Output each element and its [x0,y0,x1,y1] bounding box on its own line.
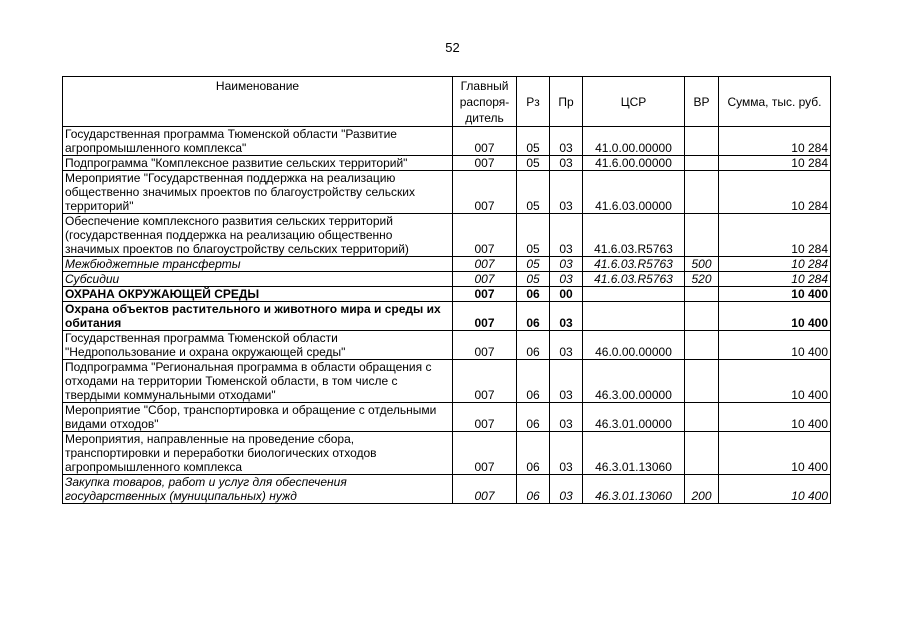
cell-glavny: 007 [453,257,517,272]
cell-pr: 03 [550,475,583,504]
table-row [63,302,831,331]
cell-name: Подпрограмма "Комплексное развитие сельских территорий" [63,156,453,171]
cell-pr: 03 [550,171,583,214]
cell-glavny: 007 [453,403,517,432]
cell-rz: 06 [517,432,550,475]
cell-pr: 00 [550,287,583,302]
table-row [63,360,831,403]
table-row [63,272,831,287]
cell-summa: 10 400 [719,475,831,504]
table-row [63,432,831,475]
table-row [63,127,831,156]
cell-glavny: 007 [453,214,517,257]
cell-rz: 06 [517,287,550,302]
cell-vr: 500 [685,257,719,272]
cell-csr [583,287,685,302]
cell-csr: 46.3.00.00000 [583,360,685,403]
table-row [63,171,831,214]
table-row [63,287,831,302]
cell-glavny: 007 [453,360,517,403]
table-row [63,331,831,360]
cell-vr [685,331,719,360]
header-vr: ВР [685,77,719,127]
cell-csr: 41.6.03.R5763 [583,257,685,272]
cell-csr: 46.0.00.00000 [583,331,685,360]
cell-pr: 03 [550,302,583,331]
cell-rz: 06 [517,403,550,432]
cell-name: Обеспечение комплексного развития сельских территорий (государственная поддержка на реализацию общественно значимых проектов по благоустройству сельских территорий) [63,214,453,257]
cell-name: Мероприятие "Государственная поддержка на реализацию общественно значимых проектов по благоустройству сельских территорий" [63,171,453,214]
cell-vr: 520 [685,272,719,287]
cell-rz: 06 [517,475,550,504]
cell-name: Субсидии [63,272,453,287]
table-row [63,156,831,171]
cell-summa: 10 284 [719,127,831,156]
cell-name: Межбюджетные трансферты [63,257,453,272]
table-row [63,257,831,272]
header-summa: Сумма, тыс. руб. [719,77,831,127]
header-csr: ЦСР [583,77,685,127]
cell-pr: 03 [550,214,583,257]
cell-summa: 10 400 [719,360,831,403]
cell-name: Подпрограмма "Региональная программа в области обращения с отходами на территории Тюменской области, в том числе с твердыми коммунальными отходами" [63,360,453,403]
cell-glavny: 007 [453,287,517,302]
cell-pr: 03 [550,127,583,156]
cell-glavny: 007 [453,475,517,504]
cell-rz: 05 [517,171,550,214]
cell-glavny: 007 [453,302,517,331]
cell-vr [685,403,719,432]
cell-pr: 03 [550,257,583,272]
cell-csr: 41.6.03.R5763 [583,214,685,257]
cell-csr: 46.3.01.00000 [583,403,685,432]
cell-summa: 10 284 [719,171,831,214]
cell-glavny: 007 [453,432,517,475]
cell-glavny: 007 [453,272,517,287]
cell-name: Закупка товаров, работ и услуг для обеспечения государственных (муниципальных) нужд [63,475,453,504]
cell-glavny: 007 [453,127,517,156]
table-row [63,475,831,504]
cell-csr [583,302,685,331]
cell-vr: 200 [685,475,719,504]
cell-glavny: 007 [453,331,517,360]
cell-name: Мероприятия, направленные на проведение сбора, транспортировки и переработки биологических отходов агропромышленного комплекса [63,432,453,475]
header-pr: Пр [550,77,583,127]
cell-name: Государственная программа Тюменской области "Недропользование и охрана окружающей среды" [63,331,453,360]
cell-csr: 41.6.00.00000 [583,156,685,171]
cell-csr: 46.3.01.13060 [583,432,685,475]
cell-summa: 10 400 [719,331,831,360]
cell-rz: 06 [517,360,550,403]
cell-glavny: 007 [453,171,517,214]
cell-pr: 03 [550,432,583,475]
cell-rz: 06 [517,302,550,331]
cell-summa: 10 284 [719,156,831,171]
cell-pr: 03 [550,272,583,287]
cell-pr: 03 [550,403,583,432]
cell-vr [685,432,719,475]
cell-rz: 06 [517,331,550,360]
page-number: 52 [445,40,460,55]
cell-summa: 10 400 [719,432,831,475]
cell-summa: 10 284 [719,272,831,287]
cell-name: Мероприятие "Сбор, транспортировка и обращение с отдельными видами отходов" [63,403,453,432]
header-rz: Рз [517,77,550,127]
cell-summa: 10 400 [719,287,831,302]
cell-vr [685,171,719,214]
cell-summa: 10 284 [719,214,831,257]
cell-vr [685,360,719,403]
cell-rz: 05 [517,127,550,156]
cell-csr: 41.0.00.00000 [583,127,685,156]
cell-rz: 05 [517,257,550,272]
cell-vr [685,287,719,302]
cell-name: ОХРАНА ОКРУЖАЮЩЕЙ СРЕДЫ [63,287,453,302]
cell-pr: 03 [550,360,583,403]
cell-rz: 05 [517,272,550,287]
cell-csr: 41.6.03.00000 [583,171,685,214]
cell-rz: 05 [517,214,550,257]
cell-summa: 10 284 [719,257,831,272]
table-row [63,214,831,257]
cell-vr [685,156,719,171]
cell-summa: 10 400 [719,302,831,331]
cell-glavny: 007 [453,156,517,171]
table-row [63,403,831,432]
budget-table [62,76,831,504]
cell-name: Государственная программа Тюменской области "Развитие агропромышленного комплекса" [63,127,453,156]
cell-rz: 05 [517,156,550,171]
cell-summa: 10 400 [719,403,831,432]
cell-vr [685,302,719,331]
cell-pr: 03 [550,156,583,171]
cell-vr [685,214,719,257]
cell-pr: 03 [550,331,583,360]
cell-csr: 41.6.03.R5763 [583,272,685,287]
cell-name: Охрана объектов растительного и животного мира и среды их обитания [63,302,453,331]
cell-vr [685,127,719,156]
header-name: Наименование [63,77,453,127]
header-row [63,77,831,127]
header-glavny: Главный распоря-дитель [453,77,517,127]
cell-csr: 46.3.01.13060 [583,475,685,504]
